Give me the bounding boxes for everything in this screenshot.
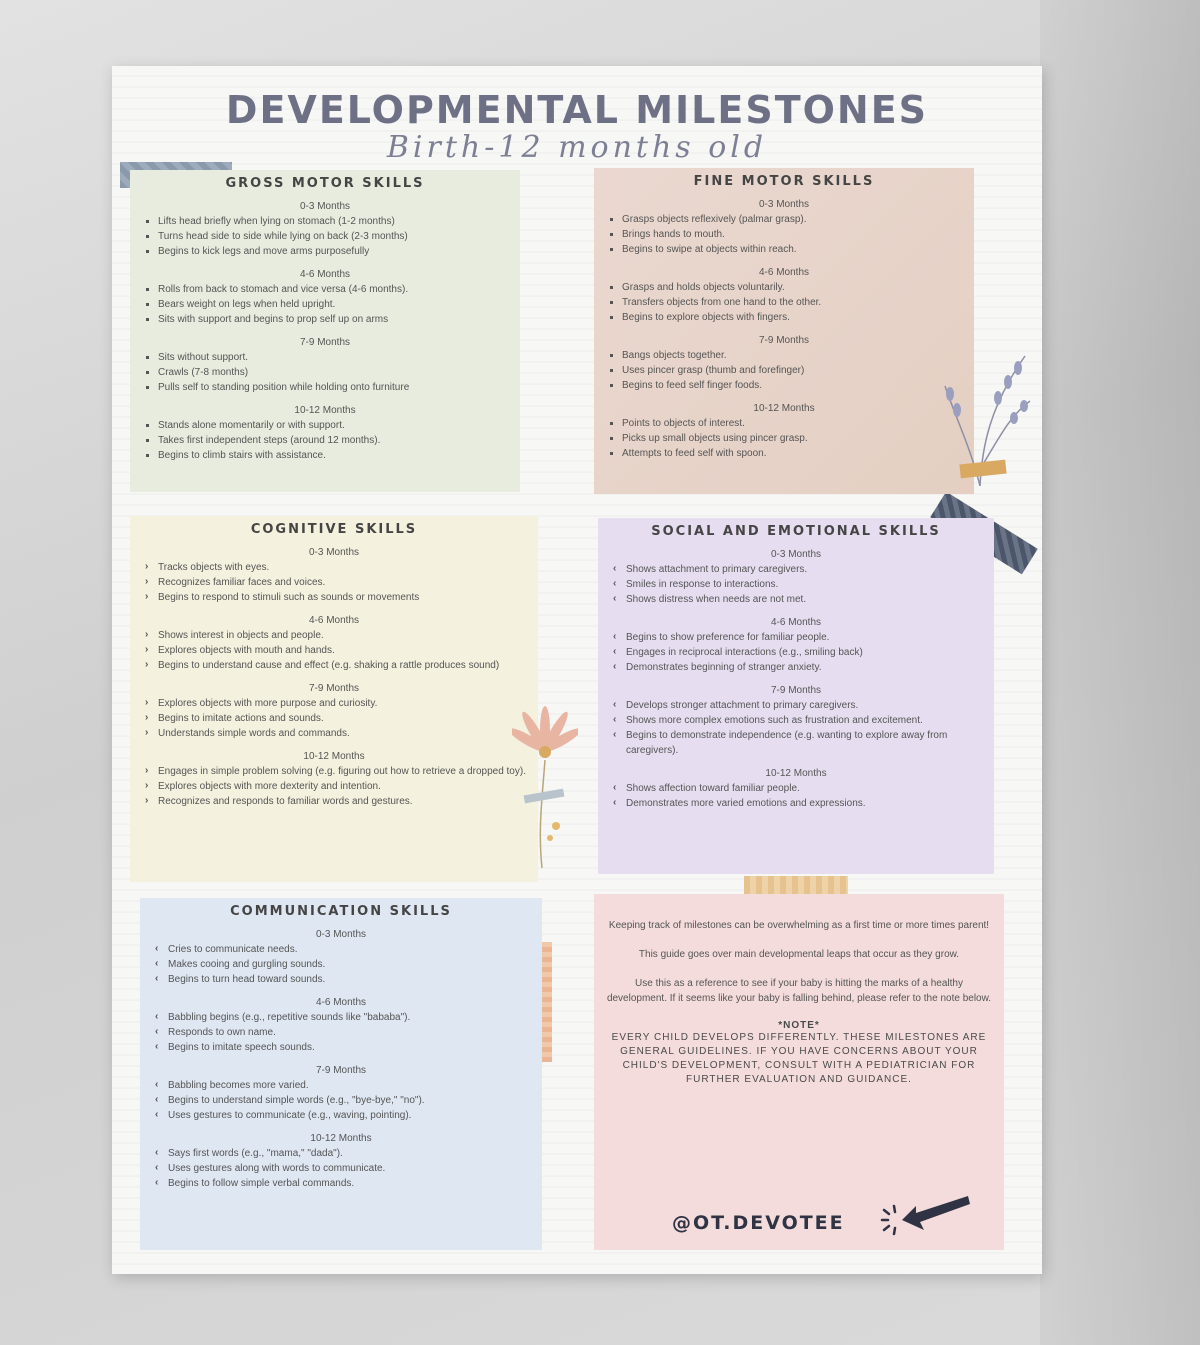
milestone-item: ▪ Points to objects of interest. [622,416,964,431]
disclaimer-text: EVERY CHILD DEVELOPS DIFFERENTLY. THESE MILESTONES ARE GENERAL GUIDELINES. IF YOU HAVE CONCERNS ABOUT YOUR CHILD'S DEVELOPMENT, CONSULT WITH A PEDIATRICIAN FOR FURTHER EVALUATION AND GUIDANCE. [611,1032,987,1085]
milestone-list [150,1010,532,1055]
note-paragraph: Keeping track of milestones can be overwhelming as a first time or more times parent! [608,920,990,931]
milestone-list [604,416,964,461]
milestone-item: ▪ Turns head side to side while lying on back (2-3 months) [158,229,510,244]
age-label: 7-9 Months [758,335,810,346]
age-label: 10-12 Months [294,405,356,416]
milestone-item: ‹ Begins to show preference for familiar people. [626,630,984,645]
lavender-sprig-illustration [930,346,1040,496]
milestone-item: ‹ Uses gestures along with words to communicate. [168,1161,532,1176]
note-paragraph: Use this as a reference to see if your baby is hitting the marks of a healthy development. If it seems like your baby is falling behind, please refer to the note below. [606,978,992,1004]
card-heading: GROSS MOTOR SKILLS [225,176,425,191]
milestone-list [608,630,984,675]
milestone-item: ▪ Begins to feed self finger foods. [622,378,964,393]
milestone-list [140,418,510,463]
milestone-list [608,698,984,758]
milestone-item: ‹ Babbling begins (e.g., repetitive sounds like "bababa"). [168,1010,532,1025]
milestone-list [150,942,532,987]
milestone-item: ‹ Begins to turn head toward sounds. [168,972,532,987]
milestone-item: ▪ Begins to swipe at objects within reach. [622,242,964,257]
milestone-item: ▪ Picks up small objects using pincer grasp. [622,431,964,446]
milestone-item: ▪ Grasps objects reflexively (palmar grasp). [622,212,964,227]
milestone-item: ▪ Bears weight on legs when held upright. [158,297,510,312]
milestone-item: ‹ Begins to follow simple verbal commands. [168,1176,532,1191]
flower-illustration [512,700,578,870]
milestone-item: ‹ Develops stronger attachment to primary caregivers. [626,698,984,713]
age-label: 0-3 Months [299,201,351,212]
age-label: 7-9 Months [315,1065,367,1076]
milestone-item: ▪ Crawls (7-8 months) [158,365,510,380]
milestone-item: ▪ Stands alone momentarily or with support. [158,418,510,433]
milestone-item: ▪ Pulls self to standing position while holding onto furniture [158,380,510,395]
age-label: 10-12 Months [765,768,827,779]
milestone-item: ‹ Shows more complex emotions such as frustration and excitement. [626,713,984,728]
milestone-item: ‹ Says first words (e.g., "mama," "dada"). [168,1146,532,1161]
milestone-item: ‹ Engages in reciprocal interactions (e.g., smiling back) [626,645,984,660]
milestone-item: ‹ Begins to imitate speech sounds. [168,1040,532,1055]
fine-motor-card [594,168,974,494]
milestone-item: ‹ Cries to communicate needs. [168,942,532,957]
milestone-item: ▪ Grasps and holds objects voluntarily. [622,280,964,295]
milestone-item: ▪ Uses pincer grasp (thumb and forefinger) [622,363,964,378]
social-emotional-card [598,518,994,874]
milestone-item: ‹ Uses gestures to communicate (e.g., waving, pointing). [168,1108,532,1123]
milestone-item: › Explores objects with more dexterity and intention. [158,779,528,794]
milestone-list [140,696,528,741]
milestone-item: › Begins to respond to stimuli such as sounds or movements [158,590,528,605]
page-subtitle: Birth-12 months old [386,130,768,165]
age-label: 0-3 Months [770,549,822,560]
milestone-item: › Understands simple words and commands. [158,726,528,741]
card-heading: COMMUNICATION SKILLS [230,904,452,919]
milestone-list [140,214,510,259]
milestone-item: › Recognizes and responds to familiar words and gestures. [158,794,528,809]
milestone-list [604,212,964,257]
age-label: 10-12 Months [753,403,815,414]
milestone-list [140,764,528,809]
age-label: 4-6 Months [308,615,360,626]
milestone-item: › Shows interest in objects and people. [158,628,528,643]
age-label: 4-6 Months [315,997,367,1008]
note-card [594,894,1004,1250]
milestone-item: › Explores objects with more purpose and curiosity. [158,696,528,711]
milestone-item: › Explores objects with mouth and hands. [158,643,528,658]
milestone-list [608,781,984,811]
milestone-list [150,1078,532,1123]
note-paragraph: This guide goes over main developmental leaps that occur as they grow. [638,949,960,960]
pointer-arrow-icon [876,1190,976,1236]
gross-motor-card [130,170,520,492]
page-title: DEVELOPMENTAL MILESTONES [225,88,929,132]
age-label: 10-12 Months [310,1133,372,1144]
age-label: 0-3 Months [308,547,360,558]
milestone-item: ‹ Makes cooing and gurgling sounds. [168,957,532,972]
milestone-item: › Tracks objects with eyes. [158,560,528,575]
poster-sheet [112,66,1042,1274]
milestone-item: ▪ Brings hands to mouth. [622,227,964,242]
milestone-list [140,350,510,395]
milestone-item: ▪ Takes first independent steps (around 12 months). [158,433,510,448]
age-label: 4-6 Months [299,269,351,280]
milestone-item: ▪ Bangs objects together. [622,348,964,363]
milestone-list [140,628,528,673]
milestone-item: › Begins to understand cause and effect (e.g. shaking a rattle produces sound) [158,658,528,673]
milestone-list [140,560,528,605]
milestone-item: ▪ Rolls from back to stomach and vice versa (4-6 months). [158,282,510,297]
milestone-item: ‹ Begins to demonstrate independence (e.g. wanting to explore away from caregivers). [626,728,984,758]
milestone-item: ‹ Shows distress when needs are not met. [626,592,984,607]
milestone-item: ▪ Lifts head briefly when lying on stomach (1-2 months) [158,214,510,229]
milestone-item: ▪ Attempts to feed self with spoon. [622,446,964,461]
milestone-item: ‹ Shows attachment to primary caregivers. [626,562,984,577]
milestone-item: ▪ Sits without support. [158,350,510,365]
milestone-item: ‹ Shows affection toward familiar people. [626,781,984,796]
milestone-item: ▪ Sits with support and begins to prop self up on arms [158,312,510,327]
milestone-list [604,280,964,325]
milestone-list [140,282,510,327]
milestone-item: ‹ Demonstrates more varied emotions and expressions. [626,796,984,811]
milestone-item: ▪ Begins to explore objects with fingers. [622,310,964,325]
cognitive-card [130,516,538,882]
milestone-item: ▪ Begins to climb stairs with assistance. [158,448,510,463]
card-heading: SOCIAL AND EMOTIONAL SKILLS [651,524,941,539]
milestone-item: › Begins to imitate actions and sounds. [158,711,528,726]
milestone-list [150,1146,532,1191]
note-heading: *NOTE* [778,1020,820,1031]
age-label: 4-6 Months [758,267,810,278]
card-heading: COGNITIVE SKILLS [250,522,418,537]
milestone-item: ‹ Babbling becomes more varied. [168,1078,532,1093]
milestone-item: ‹ Begins to understand simple words (e.g., "bye-bye," "no"). [168,1093,532,1108]
wall-shadow [1040,0,1200,1345]
milestone-item: ▪ Transfers objects from one hand to the other. [622,295,964,310]
milestone-item: › Engages in simple problem solving (e.g. figuring out how to retrieve a dropped toy). [158,764,528,779]
age-label: 0-3 Months [758,199,810,210]
milestone-list [604,348,964,393]
age-label: 7-9 Months [770,685,822,696]
age-label: 7-9 Months [308,683,360,694]
age-label: 10-12 Months [303,751,365,762]
milestone-item: › Recognizes familiar faces and voices. [158,575,528,590]
milestone-item: ▪ Begins to kick legs and move arms purposefully [158,244,510,259]
card-heading: FINE MOTOR SKILLS [693,174,875,189]
milestone-item: ‹ Responds to own name. [168,1025,532,1040]
social-handle: @OT.DEVOTEE [672,1212,845,1234]
age-label: 4-6 Months [770,617,822,628]
milestone-list [608,562,984,607]
milestone-item: ‹ Demonstrates beginning of stranger anxiety. [626,660,984,675]
milestone-item: ‹ Smiles in response to interactions. [626,577,984,592]
age-label: 7-9 Months [299,337,351,348]
communication-card [140,898,542,1250]
age-label: 0-3 Months [315,929,367,940]
